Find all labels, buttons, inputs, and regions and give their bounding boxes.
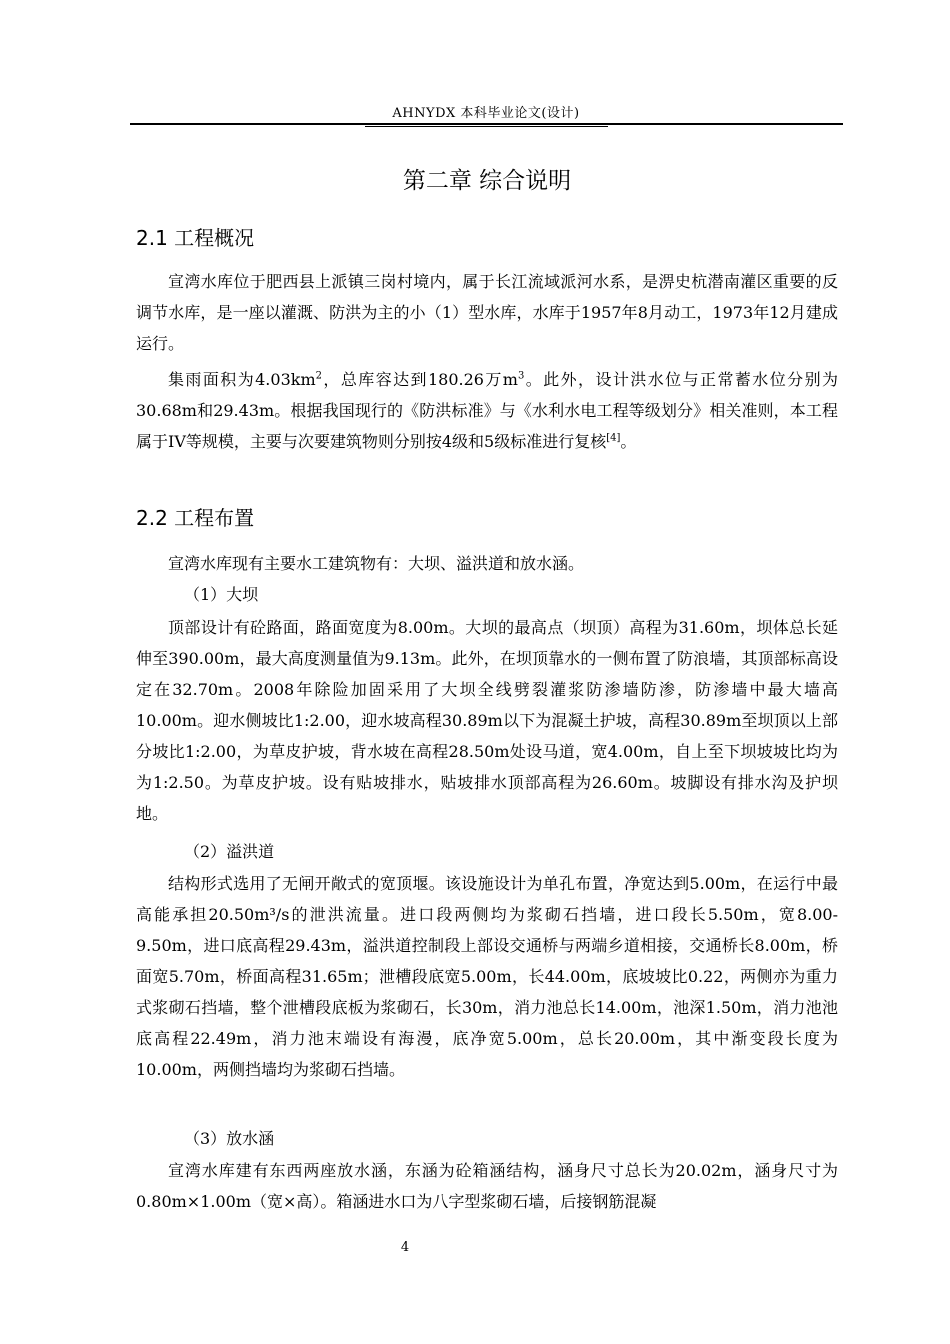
paragraph-catchment: 集雨面积为$4.03km^2$，总库容达到180.26万$m^3$。此外，设计洪水位与正常蓄水位分别为30.68m和29.43m。根据我国现行的《防洪标准》与《水利水电工程等级划分》相关准则，本工程属于IV等规模，主要与次要建筑物则分别按4级和5级标准进行复核[4]。	[136, 370, 838, 451]
citation-ref: [4]	[606, 432, 621, 444]
header-rule-thin	[365, 126, 608, 127]
section-heading-2-1: 2.1 工程概况	[136, 226, 255, 250]
item-label-culvert: （3）放水涵	[184, 1129, 275, 1148]
item-label-spillway: （2）溢洪道	[184, 842, 275, 861]
section-heading-2-2: 2.2 工程布置	[136, 506, 255, 530]
paragraph-spillway: 结构形式选用了无闸开敞式的宽顶堰。该设施设计为单孔布置，净宽达到5.00m，在运行中最高能承担20.50m³/s的泄洪流量。进口段两侧均为浆砌石挡墙，进口段长5.50m，宽8.00-9.50m，进口底高程29.43m，溢洪道控制段上部设交通桥与两端乡道相接，交通桥长8.00m，桥面宽5.70m，桥面高程31.65m；泄槽段底宽5.00m，长44.00m，底坡坡比0.22，两侧亦为重力式浆砌石挡墙，整个泄槽段底板为浆砌石，长30m，消力池总长14.00m，池深1.50m，消力池池底高程22.49m，消力池末端设有海漫，底净宽5.00m，总长20.00m，其中渐变段长度为10.00m，两侧挡墙均为浆砌石挡墙。	[136, 874, 838, 1079]
running-header: AHNYDX 本科毕业论文(设计)	[392, 106, 580, 121]
item-label-dam: （1）大坝	[184, 585, 259, 604]
page-number: 4	[400, 1240, 410, 1255]
paragraph-dam: 顶部设计有砼路面，路面宽度为8.00m。大坝的最高点（坝顶）高程为31.60m，坝体总长延伸至390.00m，最大高度测量值为9.13m。此外，在坝顶靠水的一侧布置了防浪墙，其顶部标高设定在32.70m。2008年除险加固采用了大坝全线劈裂灌浆防渗墙防渗，防渗墙中最大墙高10.00m。迎水侧坡比1:2.00，迎水坡高程30.89m以下为混凝土护坡，高程30.89m至坝顶以上部分坡比1:2.00，为草皮护坡，背水坡在高程28.50m处设马道，宽4.00m，自上至下坝坡坡比均为为1:2.50。为草皮护坡。设有贴坡排水，贴坡排水顶部高程为26.60m。坡脚设有排水沟及护坝地。	[136, 618, 838, 823]
header-rule	[130, 123, 843, 125]
paragraph-layout-intro: 宣湾水库现有主要水工建筑物有：大坝、溢洪道和放水涵。	[168, 554, 585, 573]
paragraph-overview: 宣湾水库位于肥西县上派镇三岗村境内，属于长江流域派河水系，是淠史杭潜南灌区重要的反调节水库，是一座以灌溉、防洪为主的小（1）型水库，水库于1957年8月动工，1973年12月建成运行。	[136, 272, 838, 353]
chapter-title: 第二章 综合说明	[402, 168, 572, 194]
paragraph-culvert: 宣湾水库建有东西两座放水涵，东涵为砼箱涵结构，涵身尺寸总长为20.02m，涵身尺寸为0.80m×1.00m（宽×高）。箱涵进水口为八字型浆砌石墙，后接钢筋混凝	[136, 1161, 838, 1211]
